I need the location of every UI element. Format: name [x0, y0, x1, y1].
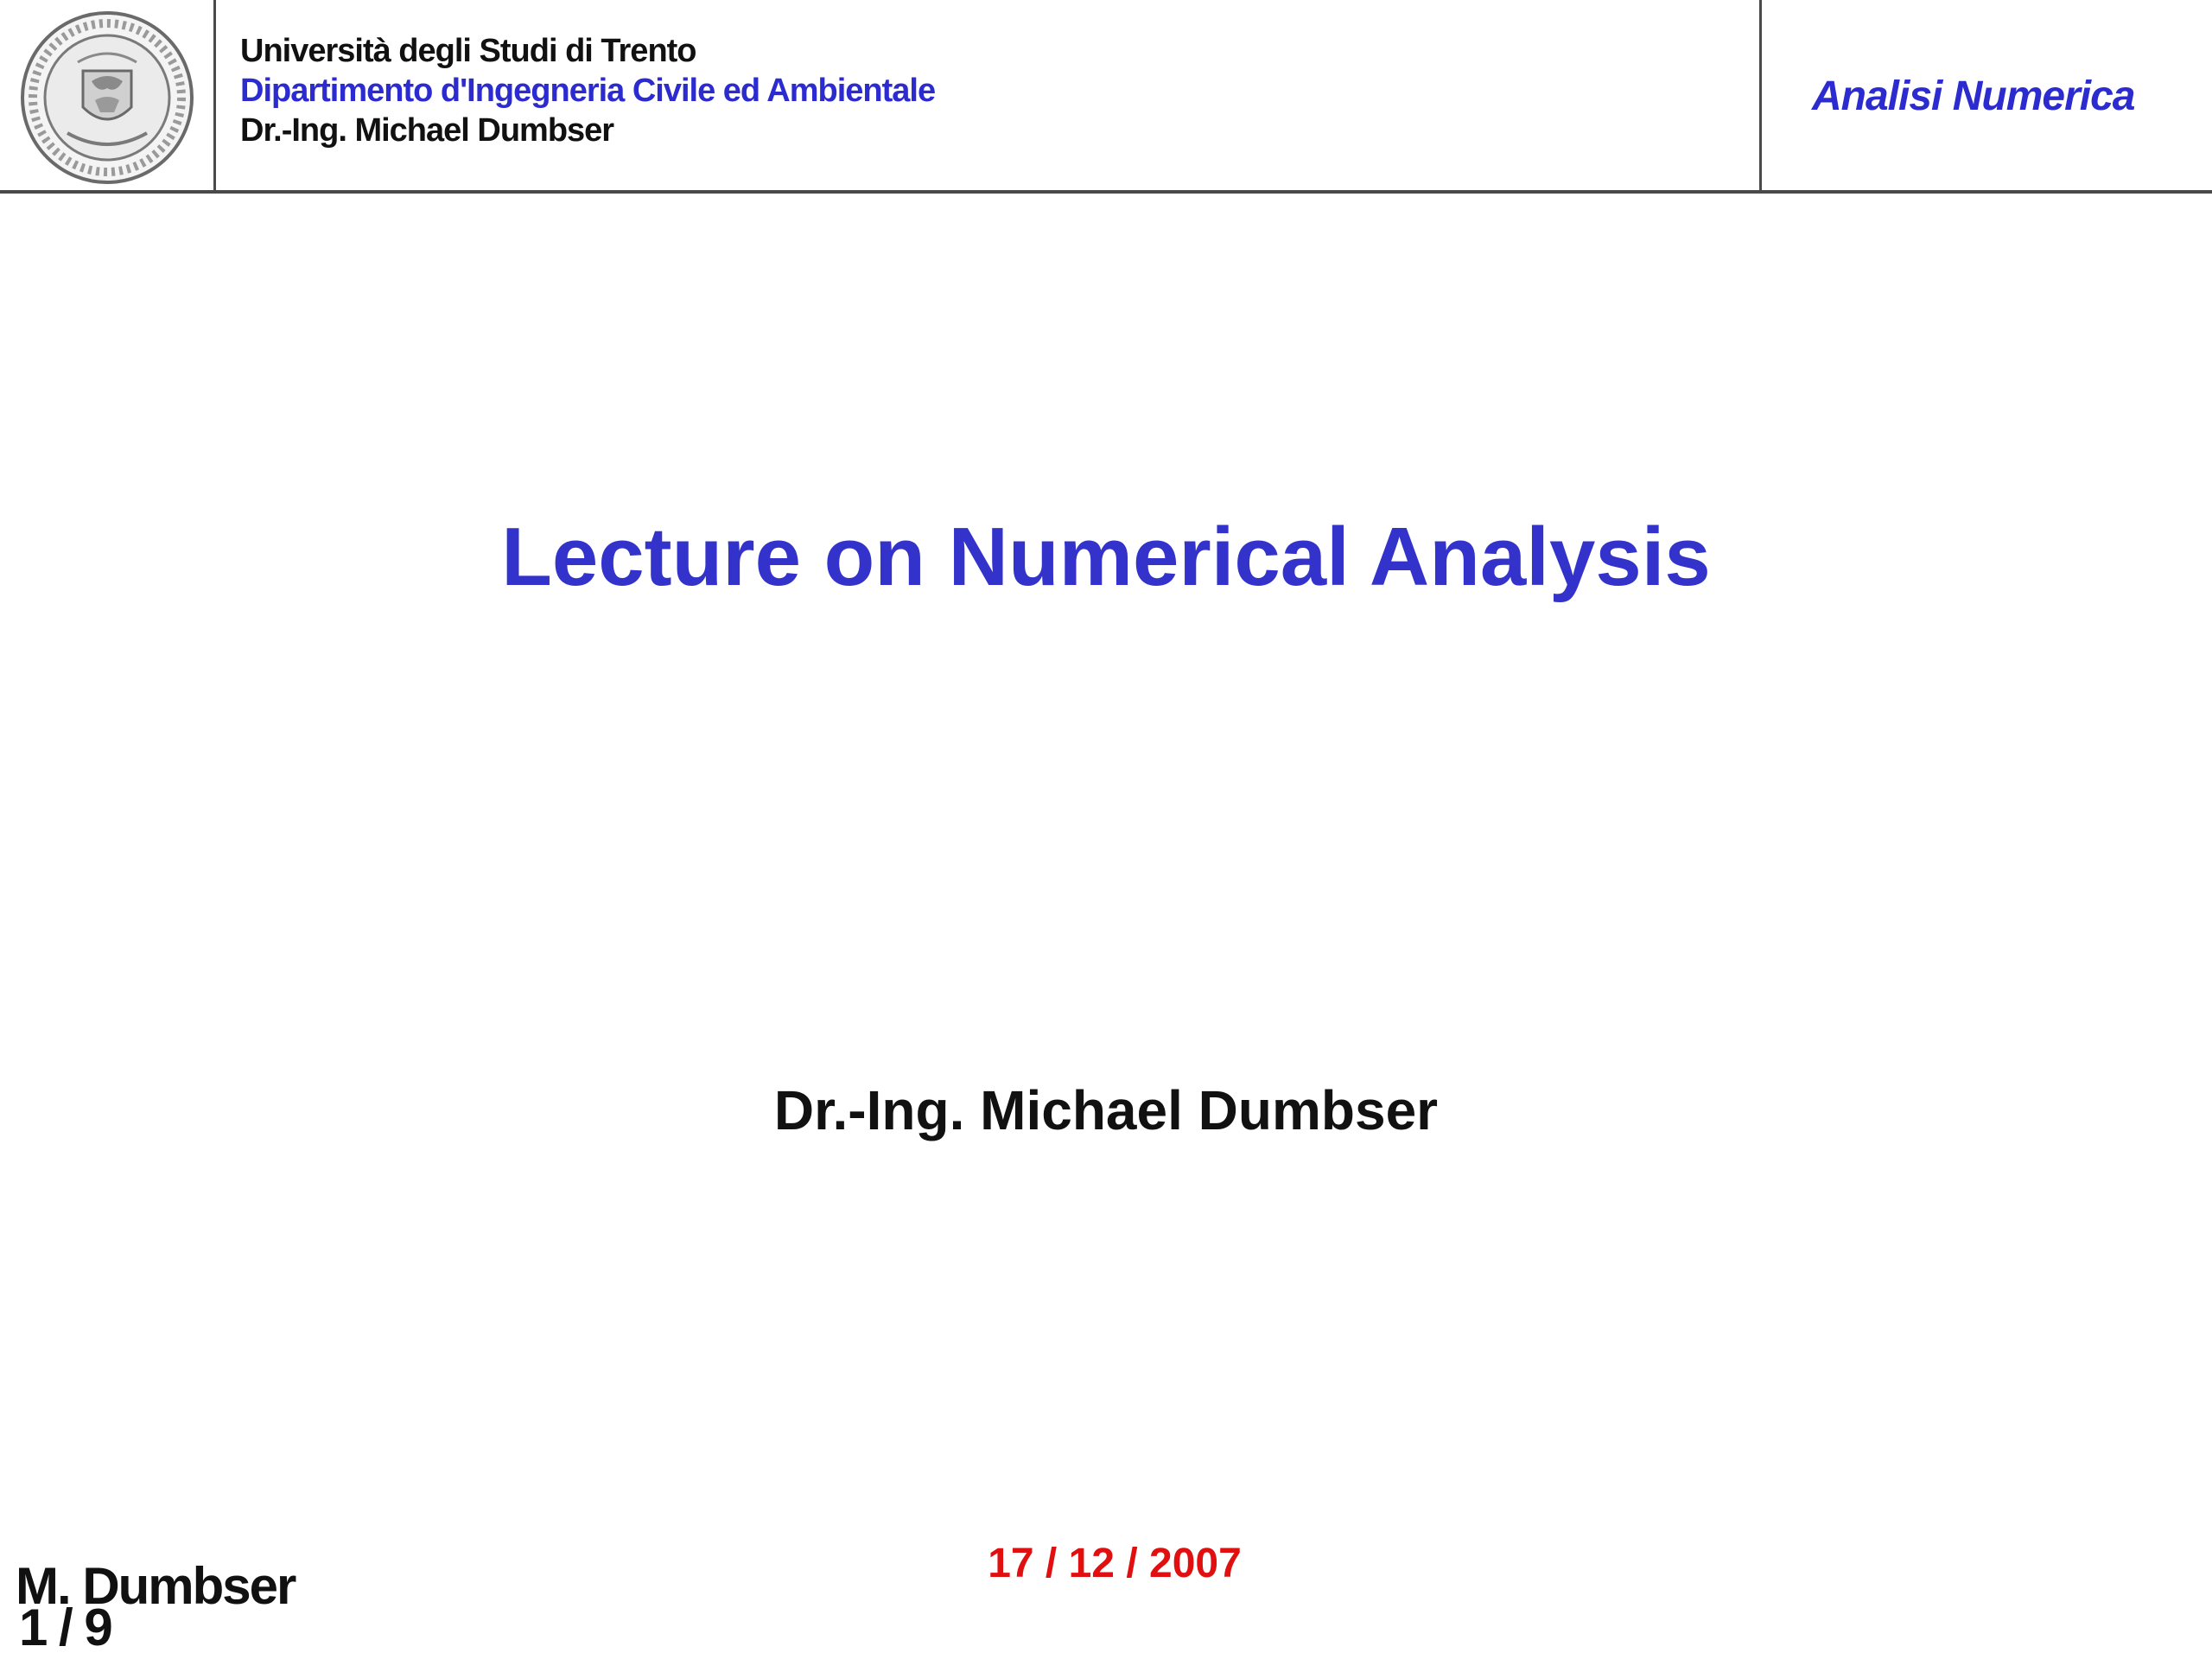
- university-seal-icon: [16, 10, 199, 185]
- header-instructor: Dr.-Ing. Michael Dumbser: [240, 112, 614, 149]
- department-name: Dipartimento d'Ingegneria Civile ed Ambientale: [240, 73, 936, 109]
- course-title: Analisi Numerica: [1812, 73, 2135, 119]
- university-name: Università degli Studi di Trento: [240, 33, 696, 69]
- footer-page-number: 1 / 9: [19, 1599, 111, 1656]
- header-text-block: [240, 31, 935, 150]
- slide-date: 17 / 12 / 2007: [988, 1541, 1242, 1586]
- seal-cell: [0, 0, 216, 190]
- slide-header: [0, 0, 2212, 194]
- slide-title: Lecture on Numerical Analysis: [501, 511, 1711, 603]
- footer-author: M. Dumbser: [16, 1557, 296, 1615]
- slide-author: Dr.-Ing. Michael Dumbser: [773, 1079, 1439, 1141]
- course-cell: [1759, 0, 2212, 190]
